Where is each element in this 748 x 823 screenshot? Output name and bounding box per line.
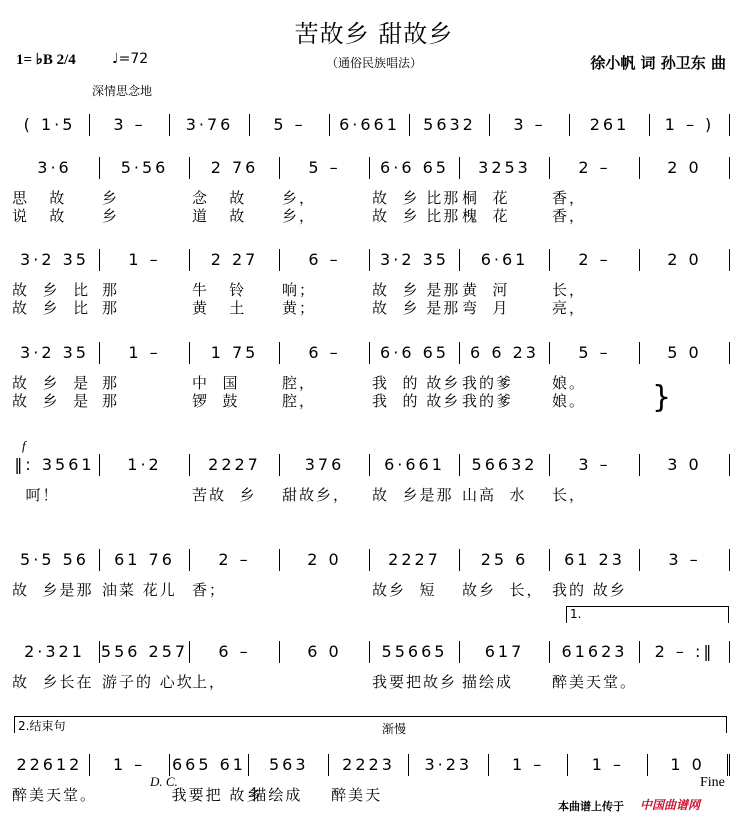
measure-notes: 563	[268, 755, 309, 774]
volta-1: 1.	[566, 606, 729, 623]
lyric-verse-1: 香，	[552, 189, 587, 207]
measure	[550, 641, 640, 691]
lyric-verse-2: 黄 土	[192, 299, 247, 317]
measure-notes: 25 6	[480, 550, 529, 569]
lyric-verse-2: 那	[102, 392, 120, 410]
measure-notes: 3 –	[513, 115, 546, 134]
lyric-verse-1: 那	[102, 374, 120, 392]
lyric-verse-2: 说 故	[12, 207, 67, 225]
measure-notes: 5 –	[578, 343, 611, 362]
lyric-verse-1: 甜故乡，	[282, 486, 351, 504]
measure	[100, 641, 194, 691]
measure	[10, 342, 100, 410]
lyric-verse-1: 那	[102, 281, 120, 299]
measure-notes: ‖: 3561	[14, 455, 95, 474]
lyric-verse-1: 桐 花	[462, 189, 510, 207]
lyric-verse-1: 醉美天	[331, 786, 383, 804]
measure-notes: 5 0	[667, 343, 702, 362]
lyric-verse-1: 乡	[102, 189, 120, 207]
lyric-verse-1: 念 故	[192, 189, 247, 207]
lyric-verse-2: 道 故	[192, 207, 247, 225]
measure	[330, 114, 410, 136]
lyric-verse-1: 故 乡是那	[12, 581, 94, 599]
measure	[190, 157, 280, 225]
measure	[550, 549, 640, 599]
measure	[640, 641, 730, 663]
measure-notes: 3·2 35	[380, 250, 449, 269]
da-capo-marking: D. C.	[150, 774, 178, 789]
lyric-verse-1: 上，	[192, 673, 227, 691]
measure-notes: 55665	[381, 642, 448, 661]
measure	[280, 549, 370, 571]
measure-notes: 2227	[388, 550, 441, 569]
key-signature: 1= ♭B 2/4	[16, 52, 76, 68]
measure	[100, 454, 190, 476]
lyric-verse-2: 亮，	[552, 299, 587, 317]
measure-notes: 2 0	[667, 158, 702, 177]
measure	[370, 454, 460, 504]
measure-notes: 2227	[208, 455, 261, 474]
measure-notes: 3·6	[37, 158, 72, 177]
staff-system	[10, 114, 730, 136]
lyric-verse-2: 香，	[552, 207, 587, 225]
measure	[460, 157, 550, 225]
measure	[10, 157, 100, 225]
staff-system	[10, 342, 730, 410]
measure	[640, 157, 730, 179]
measure-notes: 1 0	[670, 755, 705, 774]
measure-notes: 2 –	[578, 250, 611, 269]
lyric-verse-1: 我要把故乡	[372, 673, 458, 691]
measure-notes: 2·321	[24, 642, 85, 661]
lyric-verse-1: 故 乡 比那	[372, 189, 461, 207]
singing-style: （通俗民族唱法）	[325, 56, 422, 70]
measure-notes: 376	[304, 455, 345, 474]
measure-notes: 6·661	[339, 115, 400, 134]
measure	[640, 342, 730, 364]
measure-notes: 261	[589, 115, 630, 134]
measure-notes: 3·2 35	[20, 250, 89, 269]
verse-brace: }	[652, 380, 672, 415]
measure	[250, 114, 330, 136]
lyric-verse-2: 故 乡 比那	[372, 207, 461, 225]
measure-notes: 56632	[471, 455, 538, 474]
lyric-verse-1: 我的 故乡	[552, 581, 627, 599]
staff-system	[10, 549, 730, 599]
measure-notes: 3 0	[667, 455, 702, 474]
measure	[370, 342, 461, 410]
measure	[460, 249, 550, 317]
measure-notes: 5632	[423, 115, 476, 134]
measure	[460, 454, 550, 504]
measure-notes: 2223	[342, 755, 395, 774]
site-logo: 中国曲谱网	[640, 798, 701, 812]
ritardando-marking: 渐慢	[382, 722, 407, 736]
measure	[249, 754, 329, 804]
staff-system	[10, 157, 730, 225]
measure	[568, 754, 648, 776]
measure-notes: 6 –	[218, 642, 251, 661]
measure	[410, 114, 490, 136]
lyric-verse-2: 故 乡 是	[12, 392, 91, 410]
measure	[280, 342, 370, 410]
measure	[650, 114, 730, 136]
lyric-verse-2: 乡，	[282, 207, 317, 225]
measure	[190, 641, 280, 691]
measure-notes: 6 –	[308, 343, 341, 362]
measure-notes: 1 –	[128, 343, 161, 362]
measure	[640, 549, 730, 571]
lyric-verse-2: 故 乡 比	[12, 299, 91, 317]
dynamic-forte: f	[22, 438, 26, 453]
measure	[100, 342, 190, 410]
measure	[550, 342, 640, 410]
measure	[460, 342, 550, 410]
measure	[280, 249, 370, 317]
lyric-verse-1: 娘。	[552, 374, 587, 392]
measure-notes: 1 –	[128, 250, 161, 269]
measure-notes: 665 61	[171, 755, 246, 774]
measure-notes: 5·56	[120, 158, 169, 177]
measure-notes: 2 –	[218, 550, 251, 569]
credits: 徐小帆 词 孙卫东 曲	[590, 54, 726, 72]
staff-system	[10, 454, 730, 504]
measure-notes: 6·61	[480, 250, 529, 269]
staff-system	[10, 249, 730, 317]
measure-notes: 1 75	[210, 343, 259, 362]
lyric-verse-2: 弯 月	[462, 299, 510, 317]
measure	[460, 641, 550, 691]
lyric-verse-1: 呵！	[12, 486, 60, 504]
measure	[90, 754, 170, 776]
measure	[170, 114, 250, 136]
lyric-verse-1: 乡，	[282, 189, 317, 207]
measure	[460, 549, 550, 599]
lyric-verse-1: 牛 铃	[192, 281, 247, 299]
measure-notes: 556 257	[100, 642, 189, 661]
measure-notes: 61 76	[114, 550, 175, 569]
lyric-verse-2: 那	[102, 299, 120, 317]
lyric-verse-1: 黄 河	[462, 281, 510, 299]
measure-notes: 6·6 65	[380, 343, 449, 362]
measure	[100, 157, 190, 225]
measure	[170, 754, 264, 804]
lyric-verse-1: 我要把 故乡	[171, 786, 264, 804]
lyric-verse-2: 锣 鼓	[192, 392, 240, 410]
measure	[10, 114, 90, 136]
lyric-verse-1: 苦故 乡	[192, 486, 257, 504]
measure-notes: 3253	[478, 158, 531, 177]
measure-notes: 2 27	[210, 250, 259, 269]
measure	[370, 641, 460, 691]
measure-notes: 3 –	[578, 455, 611, 474]
measure-notes: 3·76	[185, 115, 234, 134]
measure-notes: 3 –	[113, 115, 146, 134]
measure	[640, 249, 730, 271]
lyric-verse-2: 娘。	[552, 392, 587, 410]
lyric-verse-1: 山高 水	[462, 486, 527, 504]
measure-notes: 2 0	[667, 250, 702, 269]
lyric-verse-1: 我的爹	[462, 374, 514, 392]
measure	[280, 641, 370, 663]
measure-notes: 22612	[16, 755, 83, 774]
lyric-verse-2: 槐 花	[462, 207, 510, 225]
measure	[10, 754, 98, 804]
expression-marking: 深情思念地	[92, 84, 153, 98]
measure-notes: 5 –	[308, 158, 341, 177]
lyric-verse-1: 香；	[192, 581, 227, 599]
measure-notes: 5 –	[273, 115, 306, 134]
measure-notes: 1·2	[127, 455, 162, 474]
lyric-verse-1: 醉美天堂。	[12, 786, 98, 804]
lyric-verse-2: 腔，	[282, 392, 317, 410]
measure-notes: ( 1·5	[23, 115, 76, 134]
lyric-verse-1: 故乡 长，	[462, 581, 544, 599]
lyric-verse-1: 故 乡是那	[372, 486, 454, 504]
lyric-verse-1: 描绘成	[251, 786, 303, 804]
measure	[280, 157, 370, 225]
lyric-verse-1: 描绘成	[462, 673, 514, 691]
lyric-verse-2: 黄；	[282, 299, 317, 317]
measure	[648, 754, 730, 776]
fine-marking: Fine	[700, 775, 725, 790]
measure	[550, 157, 640, 225]
measure-notes: 1 – )	[664, 115, 715, 134]
lyric-verse-2: 故 乡 是那	[372, 299, 461, 317]
measure	[10, 454, 100, 504]
measure	[370, 157, 461, 225]
lyric-verse-1: 故 乡 比	[12, 281, 91, 299]
lyric-verse-2: 乡	[102, 207, 120, 225]
lyric-verse-1: 游子的 心坎	[102, 673, 194, 691]
measure-notes: 1 –	[511, 755, 545, 774]
measure-notes: 61 23	[564, 550, 625, 569]
lyric-verse-1: 腔，	[282, 374, 317, 392]
measure-notes: 6 6 23	[470, 343, 539, 362]
staff-system	[10, 641, 730, 691]
lyric-verse-1: 我 的 故乡	[372, 374, 461, 392]
measure	[280, 454, 370, 504]
measure-notes: 3·2 35	[20, 343, 89, 362]
measure	[100, 549, 190, 599]
lyric-verse-1: 醉美天堂。	[552, 673, 638, 691]
measure	[190, 454, 280, 504]
measure-notes: 2 76	[210, 158, 259, 177]
lyric-verse-1: 响；	[282, 281, 317, 299]
measure	[10, 549, 100, 599]
lyric-verse-1: 故 乡 是	[12, 374, 91, 392]
measure-notes: 5·5 56	[20, 550, 89, 569]
lyric-verse-1: 中 国	[192, 374, 240, 392]
measure-notes: 617	[484, 642, 525, 661]
lyric-verse-2: 我 的 故乡	[372, 392, 461, 410]
measure-notes: 2 –	[578, 158, 611, 177]
measure-notes: 3 –	[668, 550, 701, 569]
lyric-verse-1: 油菜 花儿	[102, 581, 177, 599]
lyric-verse-1: 故 乡 是那	[372, 281, 461, 299]
measure-notes: 1 –	[591, 755, 624, 774]
measure	[550, 249, 640, 317]
measure	[10, 249, 100, 317]
measure-notes: 6·6 65	[380, 158, 449, 177]
measure	[409, 754, 489, 776]
lyric-verse-1: 故 乡长在	[12, 673, 94, 691]
measure-notes: 6 0	[307, 642, 342, 661]
measure-notes: 6 –	[308, 250, 341, 269]
measure	[190, 549, 280, 599]
measure	[640, 454, 730, 476]
lyric-verse-1: 长，	[552, 281, 587, 299]
measure-notes: 2 0	[307, 550, 342, 569]
lyric-verse-1: 故乡 短	[372, 581, 437, 599]
measure	[490, 114, 570, 136]
measure	[10, 641, 100, 691]
measure	[190, 249, 280, 317]
measure	[370, 249, 461, 317]
upload-note: 本曲谱上传于	[558, 800, 624, 813]
measure	[570, 114, 650, 136]
measure	[329, 754, 409, 804]
lyric-verse-1: 长，	[552, 486, 587, 504]
measure	[90, 114, 170, 136]
volta-2: 2.结束句	[14, 716, 727, 733]
measure	[550, 454, 640, 504]
lyric-verse-2: 我的爹	[462, 392, 514, 410]
song-title: 苦故乡 甜故乡	[294, 20, 454, 48]
measure	[489, 754, 569, 776]
tempo-marking: ♩=72	[112, 51, 149, 67]
measure	[100, 249, 190, 317]
measure	[370, 549, 460, 599]
measure-notes: 2 – :‖	[654, 642, 715, 661]
lyric-verse-1: 思 故	[12, 189, 67, 207]
measure-notes: 6·661	[384, 455, 445, 474]
measure-notes: 3·23	[424, 755, 473, 774]
measure-notes: 61623	[561, 642, 628, 661]
measure-notes: 1 –	[113, 755, 146, 774]
measure	[190, 342, 280, 410]
